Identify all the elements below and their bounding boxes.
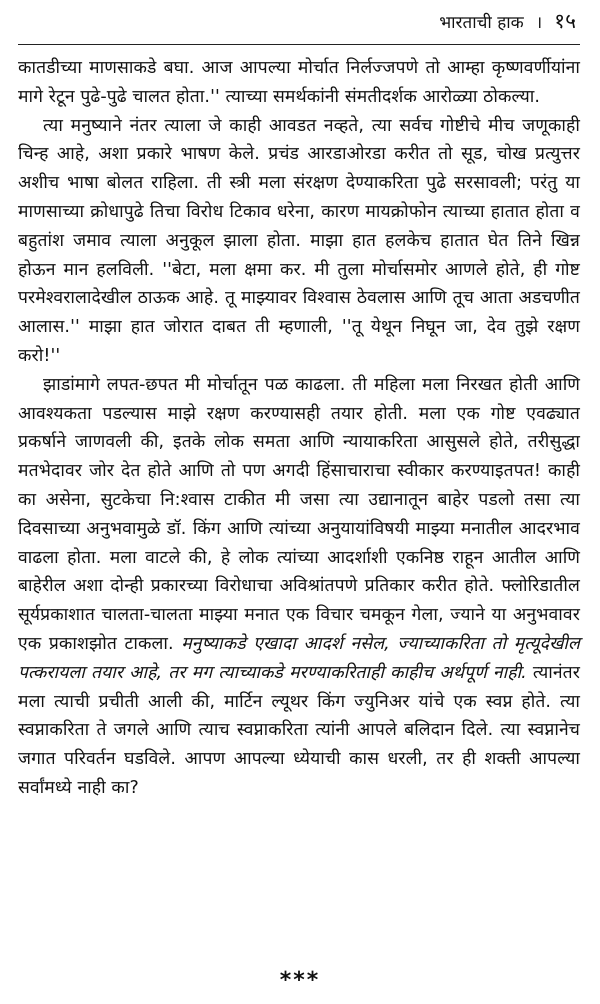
- header-separator: ।: [535, 13, 543, 33]
- paragraph-3-text-end: त्यानंतर मला त्याची प्रचीती आली की, मार्टिन ल्यूथर किंग ज्युनिअर यांचे एक स्वप्न होते. त्या स्वप्नाकरिता ते जगले आणि त्याच स्वप्नाकरिता त्यांनी आपले बलिदान दिले. त्या स्वप्नानेच जगात परिवर्तन घडविले. आपण आपल्या ध्येयाची कास धरली, तर ही शक्ती आपल्या सर्वांमध्ये नाही का?: [18, 662, 580, 798]
- paragraph-3-text: झाडांमागे लपत-छपत मी मोर्चातून पळ काढला. ती महिला मला निरखत होती आणि आवश्यकता पडल्यास माझे रक्षण करण्यासही तयार होती. मला एक गोष्ट एवढ्यात प्रकर्षाने जाणवली की, इतके लोक समता आणि न्यायाकरिता आसुसले होते, तरीसुद्धा मतभेदावर जोर देत होते आणि तो पण अगदी हिंसाचाराचा स्वीकार करण्याइतपत! काही का असेना, सुटकेचा नि:श्वास टाकीत मी जसा त्या उद्यानातून बाहेर पडलो तसा त्या दिवसाच्या अनुभवामुळे डॉ. किंग आणि त्यांच्या अनुयायांविषयी माझ्या मनातील आदरभाव वाढला होता. मला वाटले की, हे लोक त्यांच्या आदर्शाशी एकनिष्ठ राहून आतील आणि बाहेरील अशा दोन्ही प्रकारच्या विरोधाचा अविश्रांतपणे प्रतिकार करीत होते. फ्लोरिडातील सूर्यप्रकाशात चालता-चालता माझ्या मनात एक विचार चमकून गेला, ज्याने या अनुभवावर एक प्रकाशझोत टाकला.: [18, 374, 580, 654]
- header-rule: [18, 44, 580, 45]
- paragraph-1-text: कातडीच्या माणसाकडे बघा. आज आपल्या मोर्चात निर्लज्जपणे तो आम्हा कृष्णवर्णीयांना मागे रेटून पुढे-पुढे चालत होता.'' त्याच्या समर्थकांनी संमतीदर्शक आरोळ्या ठोकल्या.: [18, 58, 580, 107]
- body-text: [18, 54, 580, 803]
- section-end-mark: ***: [279, 968, 321, 993]
- paragraph-3: [18, 371, 580, 803]
- paragraph-3-italic-quote: मनुष्याकडे एखादा आदर्श नसेल, ज्याच्याकरिता तो मृत्यूदेखील पत्करायला तयार आहे, तर मग त्याच्याकडे मरण्याकरिताही काहीच अर्थपूर्ण नाही.: [18, 633, 580, 683]
- running-header: [439, 6, 576, 38]
- page-number: १५: [554, 9, 576, 33]
- paragraph-2-text: त्या मनुष्याने नंतर त्याला जे काही आवडत नव्हते, त्या सर्वच गोष्टीचे मीच जणूकाही चिन्ह आहे, अशा प्रकारे भाषण केले. प्रचंड आरडाओरडा करीत तो सूड, चोख प्रत्युत्तर अशीच भाषा बोलत राहिला. ती स्त्री मला संरक्षण देण्याकरिता पुढे सरसावली; परंतु या माणसाच्या क्रोधापुढे तिचा विरोध टिकाव धरेना, कारण मायक्रोफोन त्याच्या हातात होता व बहुतांश जमाव त्याला अनुकूल झाला होता. माझा हात हलकेच हातात घेत तिने खिन्न होऊन मान हलविली. ''बेटा, मला क्षमा कर. मी तुला मोर्चासमोर आणले होते, ही गोष्ट परमेश्वरालादेखील ठाऊक आहे. तू माझ्यावर विश्वास ठेवलास आणि तूच आता अडचणीत आलास.'' माझा हात जोरात दाबत ती म्हणाली, ''तू येथून निघून जा, देव तुझे रक्षण करो!'': [18, 115, 580, 366]
- running-title: भारताची हाक: [439, 13, 524, 33]
- paragraph-1: [18, 54, 580, 112]
- paragraph-2: [18, 112, 580, 371]
